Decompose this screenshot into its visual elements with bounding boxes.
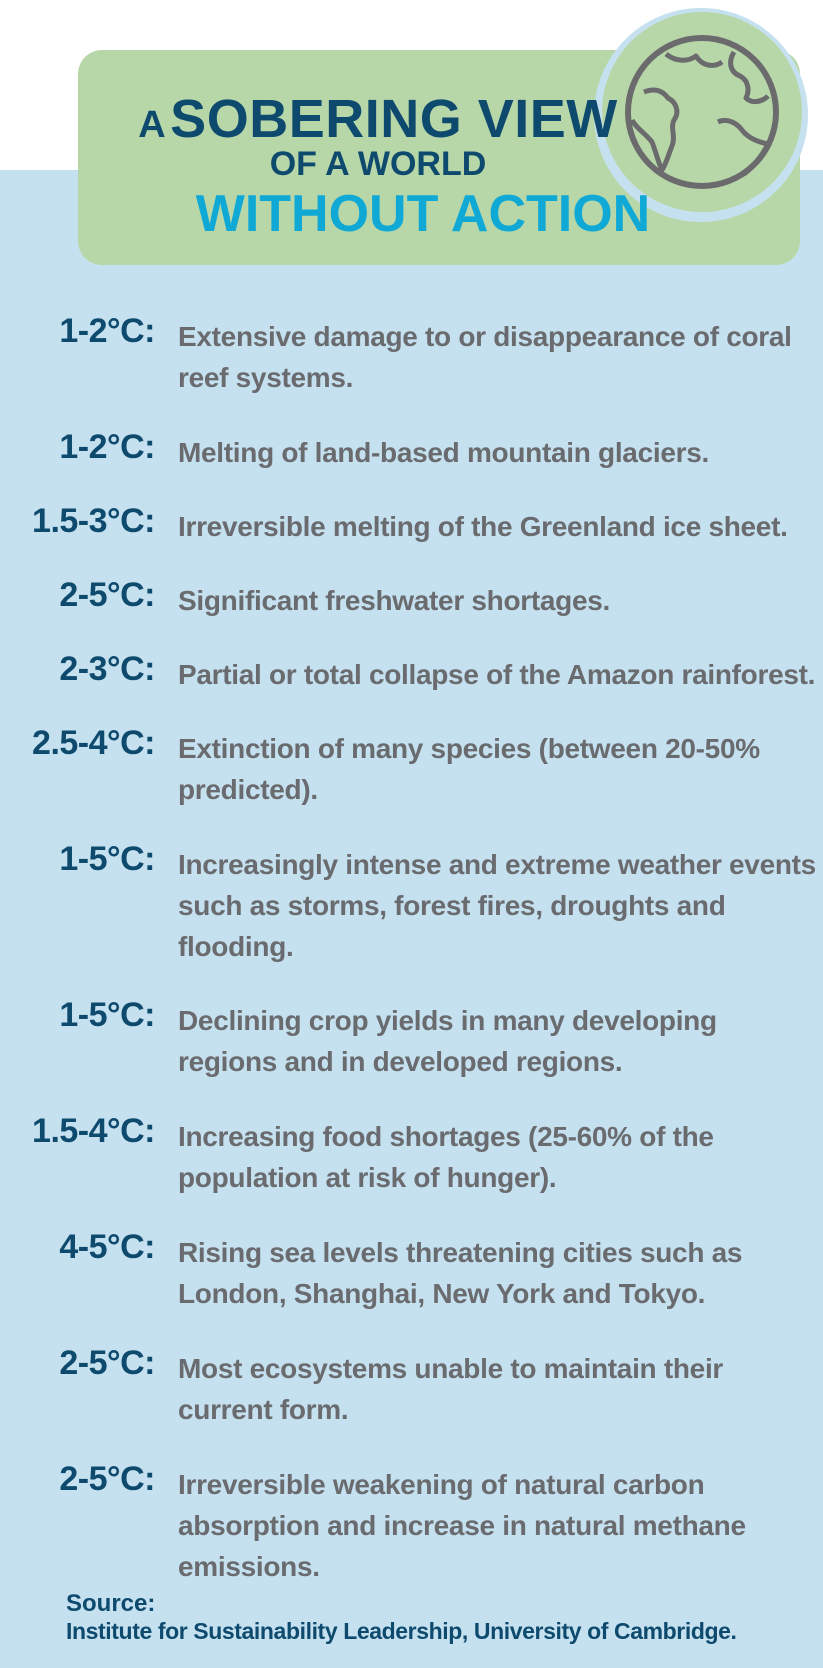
impact-text: Declining crop yields in many developing regions and in developed regions.	[178, 1005, 717, 1077]
title-accent: WITHOUT ACTION	[195, 185, 651, 243]
impact-temp: 1-2°C:	[59, 428, 155, 466]
title-sub: OF A WORLD	[269, 145, 487, 183]
impact-text: Most ecosystems unable to maintain their current form.	[178, 1353, 724, 1425]
source-label: Source:	[66, 1590, 156, 1617]
title-main-text: SOBERING VIEW	[170, 89, 618, 149]
impact-text: Increasingly intense and extreme weather events such as storms, forest fires, droughts and flooding.	[178, 849, 816, 962]
impact-temp: 2-5°C:	[59, 576, 155, 614]
impact-text: Irreversible melting of the Greenland ice sheet.	[178, 511, 788, 542]
impact-temp: 1.5-3°C:	[32, 502, 155, 540]
impact-text: Melting of land-based mountain glaciers.	[178, 437, 709, 468]
title-prefix: A	[138, 104, 166, 146]
impact-temp: 2-3°C:	[59, 650, 155, 688]
impact-temp: 2-5°C:	[59, 1344, 155, 1382]
impact-text: Partial or total collapse of the Amazon rainforest.	[178, 659, 816, 690]
impact-text: Rising sea levels threatening cities such as London, Shanghai, New York and Tokyo.	[178, 1237, 743, 1309]
impact-text: Increasing food shortages (25-60% of the population at risk of hunger).	[178, 1121, 714, 1193]
impact-temp: 1-5°C:	[59, 996, 155, 1034]
source-text: Institute for Sustainability Leadership, University of Cambridge.	[66, 1618, 737, 1644]
impact-temp: 1-5°C:	[59, 840, 155, 878]
impact-temp: 1-2°C:	[59, 312, 155, 350]
impact-temp: 2-5°C:	[59, 1460, 155, 1498]
impact-text: Significant freshwater shortages.	[178, 585, 610, 616]
impact-text: Extensive damage to or disappearance of coral reef systems.	[178, 321, 792, 393]
impact-temp: 2.5-4°C:	[32, 724, 155, 762]
impact-temp: 1.5-4°C:	[32, 1112, 155, 1150]
impact-text: Irreversible weakening of natural carbon absorption and increase in natural methane emissions.	[178, 1469, 746, 1582]
impact-temp: 4-5°C:	[59, 1228, 155, 1266]
title-main	[78, 88, 678, 150]
impact-text: Extinction of many species (between 20-50% predicted).	[178, 733, 760, 805]
